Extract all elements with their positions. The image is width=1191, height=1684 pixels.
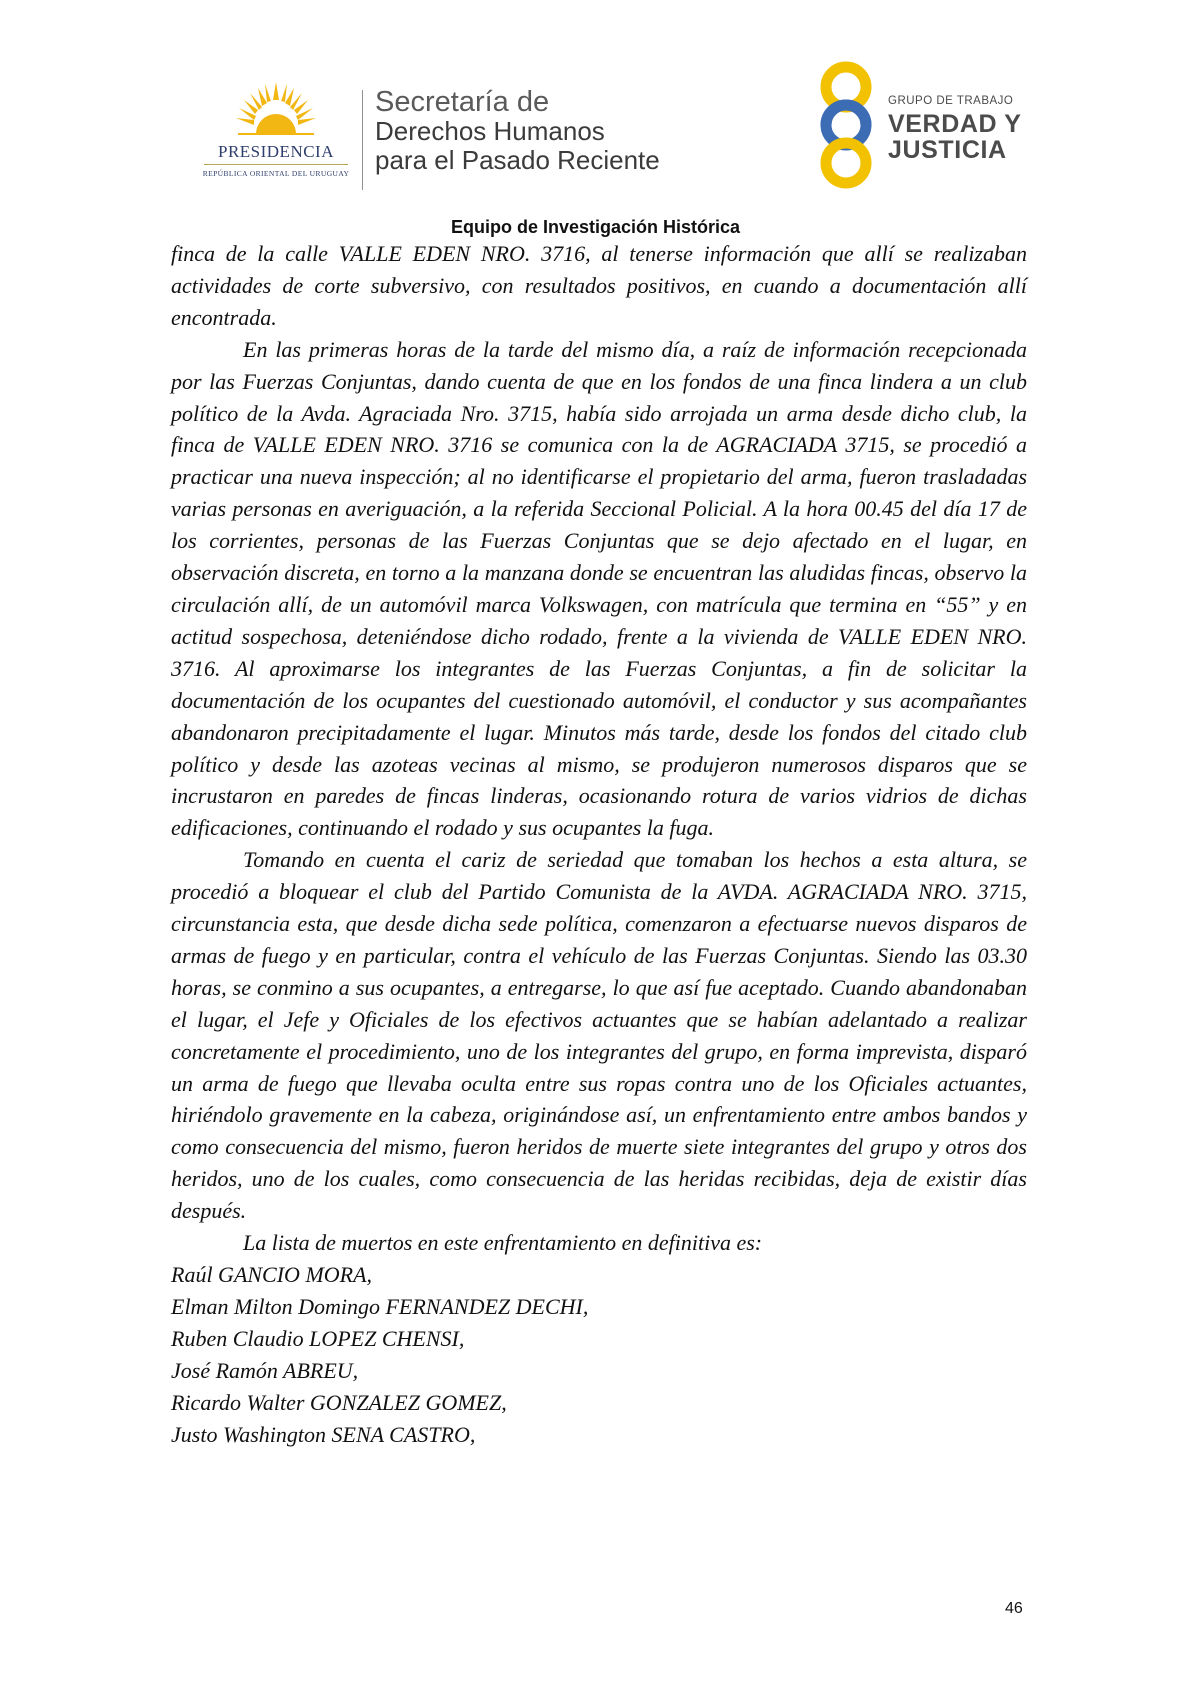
- team-title: Equipo de Investigación Histórica: [450, 217, 741, 237]
- interlinked-rings-icon: [810, 60, 885, 190]
- list-item: Raúl GANCIO MORA,: [171, 1262, 373, 1287]
- presidencia-name: PRESIDENCIA: [217, 142, 334, 161]
- paragraph-1: finca de la calle VALLE EDEN NRO. 3716, al tenerse información que allí se realizaban actividades de corte subversivo, con resultados positivos, en cuando a documentación allí encontrada.: [171, 241, 1027, 330]
- gtvj-title-line-1: VERDAD Y: [888, 110, 1022, 138]
- gtvj-subtitle: GRUPO DE TRABAJO: [888, 95, 1014, 107]
- list-item: Ruben Claudio LOPEZ CHENSI,: [171, 1325, 465, 1351]
- secretaria-line-3: para el Pasado Reciente: [375, 145, 660, 175]
- paragraph-2: En las primeras horas de la tarde del mismo día, a raíz de información recepcionada por las Fuerzas Conjuntas, dando cuenta de que en los fondos de una finca lindera a un club político de la Avda. Agraciada Nro. 3715, había sido arrojada un arma desde dicho club, la finca de VALLE EDEN NRO. 3716 se comunica con la de AGRACIADA 3715, se procedió a practicar una nueva inspección; al no identificarse el propietario del arma, fueron trasladadas varias personas en averiguación, a la referida Seccional Policial. A la hora 00.45 del día 17 de los corrientes, personas de las Fuerzas Conjuntas que se dejo afectado en el lugar, en observación discreta, en torno a la manzana donde se encuentran las aludidas fincas, observo la circulación allí, de un automóvil marca Volkswagen, con matrícula que termina en “55” y en actitud sospechosa, deteniéndose dicho rodado, frente a la vivienda de VALLE EDEN NRO. 3716. Al aproximarse los integrantes de las Fuerzas Conjuntas, a fin de solicitar la documentación de los ocupantes del cuestionado automóvil, el conductor y sus acompañantes abandonaron precipitadamente el lugar. Minutos más tarde, desde los fondos del citado club político y desde las azoteas vecinas al mismo, se produjeron numerosos disparos que se incrustaron en paredes de fincas linderas, ocasionando rotura de varios vidrios de dichas edificaciones, continuando el rodado y sus ocupantes la fuga.: [171, 336, 1027, 841]
- page-number: 46: [1005, 1600, 1023, 1617]
- sun-emblem-icon: [234, 80, 318, 146]
- presidencia-logo: [196, 80, 356, 190]
- header-divider: [362, 90, 363, 190]
- presidencia-rule: [204, 164, 348, 165]
- gtvj-title-line-2: JUSTICIA: [888, 136, 1007, 164]
- list-item: Ricardo Walter GONZALEZ GOMEZ,: [171, 1389, 507, 1415]
- list-item: Elman Milton Domingo FERNANDEZ DECHI,: [171, 1293, 589, 1319]
- secretaria-logo-text: [375, 88, 660, 175]
- list-item: Justo Washington SENA CASTRO,: [171, 1421, 476, 1447]
- paragraph-4: La lista de muertos en este enfrentamiento en definitiva es:: [243, 1230, 763, 1256]
- list-item: José Ramón ABREU,: [171, 1357, 359, 1383]
- secretaria-line-2: Derechos Humanos: [375, 116, 605, 146]
- verdad-justicia-logo: [810, 60, 1070, 190]
- paragraph-3: Tomando en cuenta el cariz de seriedad que tomaban los hechos a esta altura, se procedió a bloquear el club del Partido Comunista de la AVDA. AGRACIADA NRO. 3715, circunstancia esta, que desde dicha sede política, comenzaron a efectuarse nuevos disparos de armas de fuego y en particular, contra el vehículo de las Fuerzas Conjuntas. Siendo las 03.30 horas, se conmino a sus ocupantes, a entregarse, lo que así fue aceptado. Cuando abandonaban el lugar, el Jefe y Oficiales de los efectivos actuantes que se habían adelantado a realizar concretamente el procedimiento, uno de los integrantes del grupo, en forma imprevista, disparó un arma de fuego que llevaba oculta entre sus ropas contra uno de los Oficiales actuantes, hiriéndolo gravemente en la cabeza, originándose así, un enfrentamiento entre ambos bandos y como consecuencia del mismo, fueron heridos de muerte siete integrantes del grupo y otros dos heridos, uno de los cuales, como consecuencia de las heridas recibidas, deja de existir días después.: [171, 847, 1027, 1224]
- document-body: [171, 238, 1027, 1450]
- presidencia-subtitle: REPÚBLICA ORIENTAL DEL URUGUAY: [202, 169, 350, 178]
- secretaria-line-1: Secretaría de: [375, 86, 550, 118]
- document-header: [0, 0, 1191, 250]
- victims-list: [171, 1259, 1027, 1450]
